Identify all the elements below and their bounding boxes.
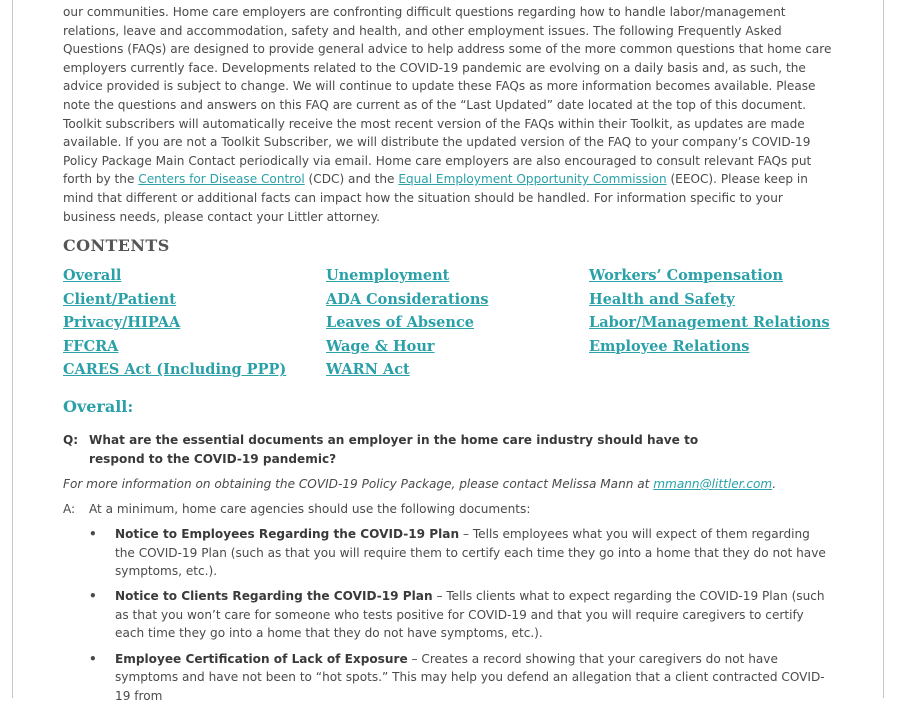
answer-row bbox=[63, 500, 833, 520]
question-label: Q: bbox=[63, 433, 79, 447]
policy-package-note bbox=[63, 475, 776, 494]
contents-heading: CONTENTS bbox=[63, 236, 170, 255]
list-item-text: – Tells clients what to expect regarding the COVID-19 Plan (such as that you won’t care for someone who tests positive for COVID-19 and that you will require caregivers to certify each time they go into a home that they do not have symptoms, etc.). bbox=[115, 589, 825, 641]
toc-link-ffcra[interactable]: FFCRA bbox=[63, 337, 119, 355]
toc-link-wage-hour[interactable]: Wage & Hour bbox=[326, 337, 435, 355]
note-end: . bbox=[772, 477, 777, 491]
toc-link-health-safety[interactable]: Health and Safety bbox=[589, 290, 735, 308]
toc-link-leaves[interactable]: Leaves of Absence bbox=[326, 314, 475, 331]
list-item bbox=[63, 650, 833, 706]
answer-label: A: bbox=[63, 502, 76, 516]
overall-heading: Overall: bbox=[63, 397, 134, 416]
toc-link-labor-management[interactable]: Labor/Management Relations bbox=[589, 314, 830, 331]
intro-text-3: (EEOC). Please keep in mind that different or additional facts can impact how the situation should be handled. For information specific to your business needs, please contact your Littler attorney. bbox=[63, 172, 808, 224]
toc-link-ada[interactable]: ADA Considerations bbox=[326, 290, 489, 308]
note-text: For more information on obtaining the COVID-19 Policy Package, please contact Melissa Mann at bbox=[63, 477, 654, 491]
toc-column-1 bbox=[63, 264, 286, 382]
toc-link-client-patient[interactable]: Client/Patient bbox=[63, 290, 176, 308]
intro-text-1: our communities. Home care employers are confronting difficult questions regarding how to handle labor/management relations, leave and accommodation, safety and health, and other employment issues. The following Frequently Asked Questions (FAQs) are designed to provide general advice to help address some of the more common questions that home care employers currently face. Developments related to the COVID-19 pandemic are evolving on a daily basis and, as such, the advice provided is subject to change. We will continue to update these FAQs as more information becomes available. Please note the questions and answers on this FAQ are current as of the “Last Updated” date located at the top of this document. Toolkit subscribers will automatically receive the most recent version of the FAQs within their Toolkit, as updates are made available. If you are not a Toolkit Subscriber, we will distribute the updated version of the FAQ to your company’s COVID-19 Policy Package Main Contact periodically via email. Home care employers are also encouraged to consult relevant FAQs put forth by the bbox=[63, 5, 832, 187]
answer-text: At a minimum, home care agencies should use the following documents: bbox=[89, 502, 531, 516]
toc-column-3 bbox=[589, 264, 830, 358]
toc-link-privacy-hipaa[interactable]: Privacy/HIPAA bbox=[63, 314, 181, 331]
bullet-icon: • bbox=[89, 651, 97, 666]
bullet-icon: • bbox=[89, 527, 97, 541]
list-item-text: – Creates a record showing that your caregivers do not have symptoms and have not been to “hot spots.” This may help you defend an allegation that a client contracted COVID-19 from bbox=[115, 651, 825, 703]
list-item-title: Notice to Employees Regarding the COVID-19 Plan bbox=[115, 527, 460, 541]
toc-link-employee-relations[interactable]: Employee Relations bbox=[589, 337, 750, 355]
document-list bbox=[63, 525, 833, 712]
eeoc-link[interactable]: Equal Employment Opportunity Commission bbox=[398, 172, 667, 187]
toc-link-cares-act[interactable]: CARES Act (Including PPP) bbox=[63, 361, 287, 378]
toc-link-workers-comp[interactable]: Workers’ Compensation bbox=[589, 267, 784, 284]
intro-text-2: (CDC) and the bbox=[304, 172, 399, 187]
toc-link-warn[interactable]: WARN Act bbox=[326, 361, 410, 378]
list-item-text: – Tells employees what you will expect of them regarding the COVID-19 Plan (such as that you will require them to certify each time they go into a home that they do not have symptoms, etc.). bbox=[115, 527, 826, 579]
bullet-icon: • bbox=[89, 589, 97, 604]
cdc-link[interactable]: Centers for Disease Control bbox=[138, 172, 305, 187]
question-row bbox=[63, 431, 833, 469]
list-item-title: Notice to Clients Regarding the COVID-19 Plan bbox=[115, 589, 433, 604]
email-link[interactable]: mmann@littler.com bbox=[653, 477, 773, 491]
toc-column-2 bbox=[326, 264, 489, 382]
question-text: What are the essential documents an employer in the home care industry should have to respond to the COVID-19 pandemic? bbox=[89, 433, 699, 466]
intro-paragraph bbox=[63, 3, 833, 226]
list-item bbox=[63, 525, 833, 581]
list-item bbox=[63, 587, 833, 643]
toc-link-overall[interactable]: Overall bbox=[63, 267, 122, 284]
list-item-title: Employee Certification of Lack of Exposure bbox=[115, 651, 408, 666]
toc-link-unemployment[interactable]: Unemployment bbox=[326, 267, 450, 284]
